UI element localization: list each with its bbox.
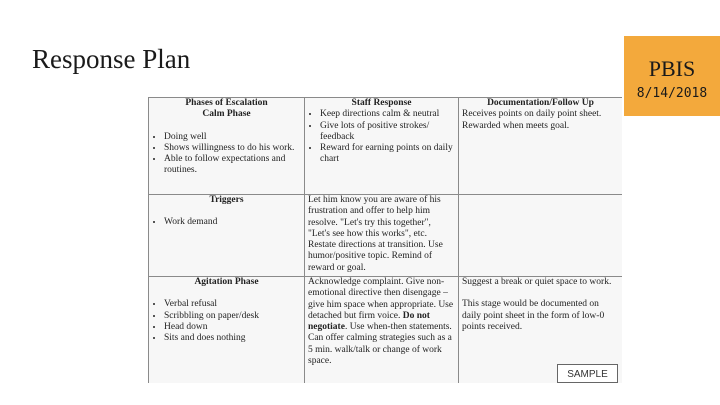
calm-staff-list [308,109,455,165]
list-item: • Scribbling on paper/desk [164,311,301,322]
calm-phase-cell [149,98,305,195]
staff-response-header: Staff Response [351,98,412,108]
list-item: • Head down [164,322,301,333]
phases-header: Phases of Escalation [185,98,268,108]
do-not-negotiate-text: Do not negotiate [308,310,430,333]
list-item: • Able to follow expectations and routines. [164,154,301,177]
triggers-documentation-cell [459,195,623,277]
response-plan-table-image [148,97,622,383]
agitation-row [149,277,623,384]
list-item: • Reward for earning points on daily chart [320,143,455,166]
list-item: • Work demand [164,217,301,228]
triggers-staff-cell: Let him know you are aware of his frustration and offer to help him resolve. "Let's try this together", "Let's see how this works", etc. Restate directions at transition. Use humor/positive topic. Remind of reward or goal. [305,195,459,277]
sample-label: SAMPLE [557,364,618,383]
badge-title: PBIS [648,56,696,81]
agitation-title: Agitation Phase [194,277,259,287]
agitation-staff-cell [305,277,459,384]
triggers-row [149,195,623,277]
list-item: • Keep directions calm & neutral [320,109,455,120]
pbis-badge [624,36,720,116]
response-plan-table [148,97,622,383]
calm-staff-cell [305,98,459,195]
list-item: • Doing well [164,132,301,143]
agitation-documentation-text-2: This stage would be documented on daily point sheet in the form of low-0 points received. [462,299,605,332]
slide-title: Response Plan [32,44,191,74]
triggers-title: Triggers [209,195,244,205]
badge-date: 8/14/2018 [636,86,708,101]
documentation-header: Documentation/Follow Up [487,98,594,108]
agitation-staff-text-2: . Use when-then statements. Can offer calming strategies such as a 5 min. walk/talk or change of work space. [308,322,452,367]
list-item: • Shows willingness to do his work. [164,143,301,154]
calm-phase-list [152,132,301,177]
agitation-documentation-text-1: Suggest a break or quiet space to work. [462,277,612,287]
list-item: • Give lots of positive strokes/ feedback [320,121,455,144]
calm-documentation-cell [459,98,623,195]
agitation-staff-text-1: Acknowledge complaint. Give non-emotional directive then disengage – give him space when appropriate. Use detached but firm voice. [308,277,454,321]
agitation-list [152,299,301,344]
triggers-list [152,217,301,228]
triggers-phase-cell [149,195,305,277]
list-item: • Sits and does nothing [164,333,301,344]
agitation-phase-cell [149,277,305,384]
calm-documentation-text: Receives points on daily point sheet. Rewarded when meets goal. [462,109,602,131]
list-item: • Verbal refusal [164,299,301,310]
calm-row [149,98,623,195]
calm-phase-title: Calm Phase [202,109,251,120]
